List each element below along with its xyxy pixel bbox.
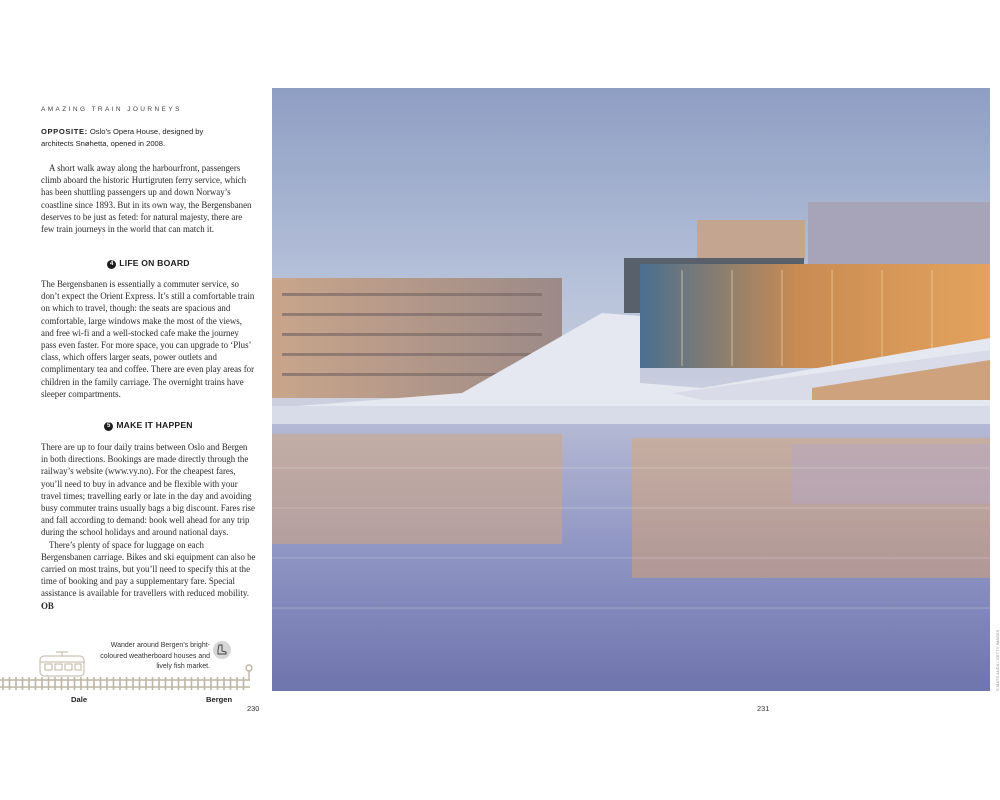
paragraph: The Bergensbanen is essentially a commuter service, so don’t expect the Orient Express. It’s still a comfortable train on which to travel, though: the seats are spacious and comfortable, large windows make the most of the views, and free wi-fi and a well-stocked cafe make the journey pass even faster. For more space, you can upgrade to ‘Plus’ class, which offers larger seats, power outlets and complimentary tea and coffee. There are even play areas for children in the family carriage. The overnight trains have sleeper compartments. xyxy=(41,279,255,399)
photo-credit: © MATS ANDA / GETTY IMAGES xyxy=(996,629,1000,691)
caption-label: OPPOSITE: xyxy=(41,127,88,136)
section-number-badge: 4 xyxy=(107,260,116,269)
page-number-left: 230 xyxy=(247,704,260,713)
section-life-on-board-text xyxy=(41,278,256,400)
intro-text xyxy=(41,162,256,235)
section-title: LIFE ON BOARD xyxy=(119,258,190,268)
paragraph-text: There’s plenty of space for luggage on each Bergensbanen carriage. Bikes and ski equipment can also be carried on most trains, but you’ll need to specify this at the time of booking and pay a supplementary fare. Special assistance is available for travellers with reduced mobility. xyxy=(41,539,256,599)
opera-house-photo xyxy=(272,88,990,691)
author-signature: OB xyxy=(41,600,54,611)
section-title: MAKE IT HAPPEN xyxy=(116,420,193,430)
route-map-note: Wander around Bergen’s bright-coloured weatherboard houses and lively fish market. xyxy=(100,642,210,670)
section-number-badge: 5 xyxy=(104,422,113,431)
station-label-dale: Dale xyxy=(71,695,88,704)
running-head: AMAZING TRAIN JOURNEYS xyxy=(41,106,182,113)
page-number-right: 231 xyxy=(757,704,770,713)
intro-paragraph: A short walk away along the harbourfront, passengers climb aboard the historic Hurtigruten ferry service, which has been shuttling passengers up and down Norway’s coastline since 1893. But in its own way, the Bergensbanen deserves to be just as feted: for natural majesty, there are few train journeys in the world that can match it. xyxy=(41,163,252,235)
section-heading-make-it-happen xyxy=(41,420,256,431)
train-icon xyxy=(40,652,84,676)
paragraph: There are up to four daily trains between Oslo and Bergen in both directions. Bookings are made directly through the railway’s website (www.vy.no). For the cheapest fares, you’ll need to buy in advance and be flexible with your travel times; travelling early or late in the day and avoiding busy commuter trains usually bags a big discount. Fares rise and fall according to demand: book well ahead for any trip during the school holidays and around national days. xyxy=(41,442,255,538)
caption-text: Oslo’s Opera House, designed by architects Snøhetta, opened in 2008. xyxy=(41,127,204,148)
section-make-it-happen-text xyxy=(41,441,256,612)
paragraph xyxy=(41,539,256,612)
section-heading-life-on-board xyxy=(41,258,256,269)
station-label-bergen: Bergen xyxy=(206,695,233,704)
photo-caption xyxy=(41,126,231,149)
railway-track xyxy=(0,650,260,695)
